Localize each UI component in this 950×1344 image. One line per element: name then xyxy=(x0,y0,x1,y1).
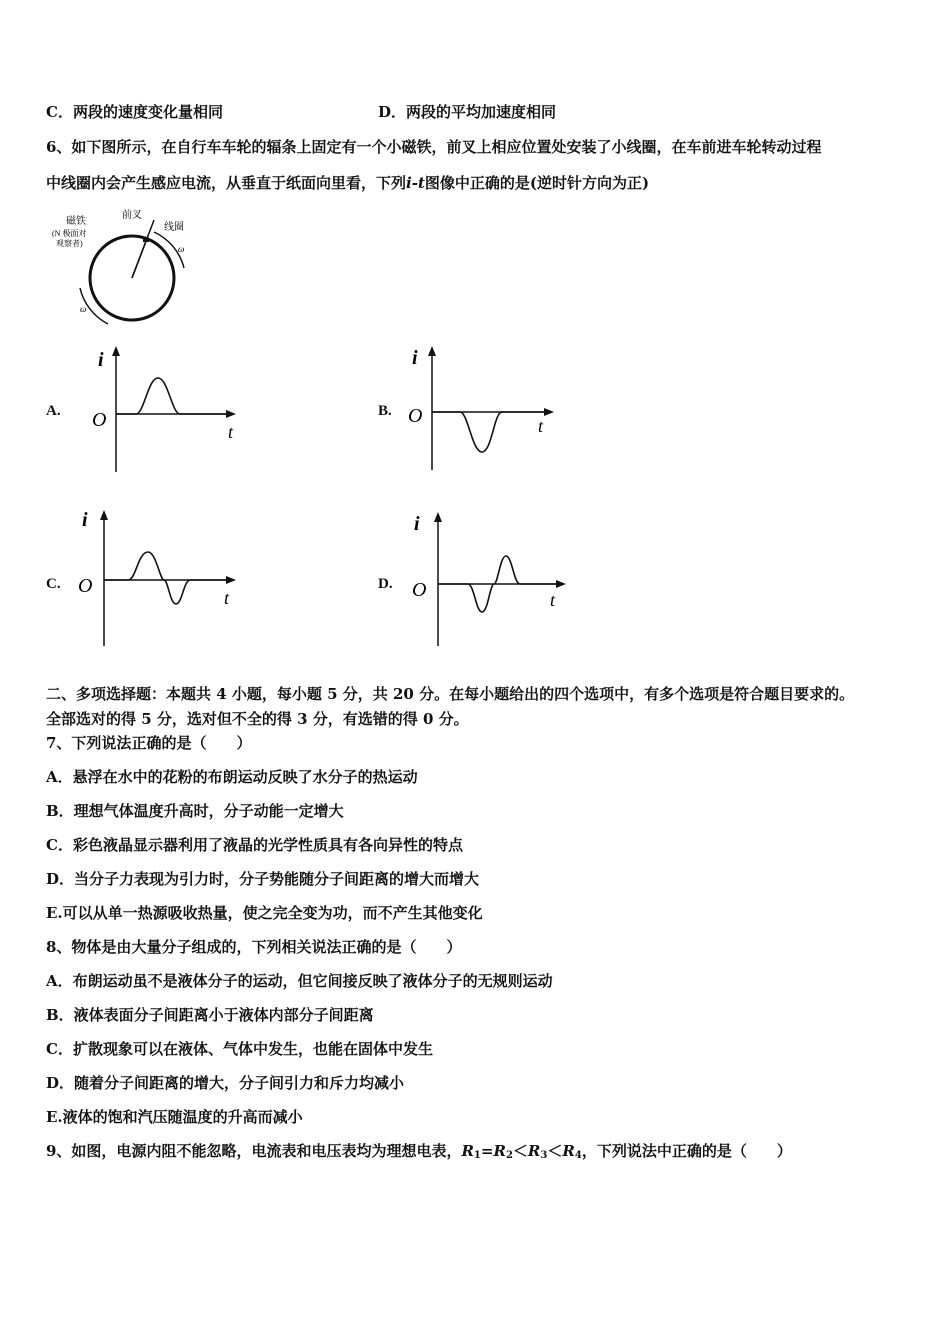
option-d-prev: D．两段的平均加速度相同 xyxy=(378,103,557,121)
current-curve xyxy=(104,552,226,604)
axis-label-i: i xyxy=(98,349,104,371)
axis-label-t: t xyxy=(550,590,556,610)
x-arrow xyxy=(226,410,236,418)
label-omega-bottom: ω xyxy=(80,304,87,314)
eq-sign: = xyxy=(480,1142,494,1160)
q7-option-b: B．理想气体温度升高时，分子动能一定增大 xyxy=(46,802,344,820)
axis-label-t: t xyxy=(224,588,230,608)
label-magnet: 磁铁 xyxy=(66,216,86,227)
graph-option-a xyxy=(86,344,256,480)
label-magnet-note1: (N 极面对 xyxy=(52,229,87,238)
y-arrow xyxy=(428,346,436,356)
label-omega-top: ω xyxy=(178,244,185,254)
y-arrow xyxy=(112,346,120,356)
current-curve xyxy=(432,412,544,452)
q9-stem-end: ，下列说法中正确的是（ ） xyxy=(581,1142,792,1160)
q8-option-d: D．随着分子间距离的增大，分子间引力和斥力均减小 xyxy=(46,1074,405,1092)
q6-stem-line1: 6、如下图所示，在自行车车轮的辐条上固定有一个小磁铁，前叉上相应位置处安装了小线圈，在车前进车轮转动过程 xyxy=(46,138,822,156)
q6-option-d-label: D. xyxy=(378,576,393,592)
x-arrow xyxy=(544,408,554,416)
graph-option-c xyxy=(76,508,246,650)
r3: $R_3$ xyxy=(527,1142,548,1161)
wheel-figure xyxy=(46,206,206,326)
label-fork: 前叉 xyxy=(122,210,142,221)
section2-line1: 二、多项选择题：本题共 4 小题，每小题 5 分，共 20 分。在每小题给出的四个选项中，有多个选项是符合题目要求的。 xyxy=(46,685,855,703)
axis-label-i: i xyxy=(412,347,418,369)
section2-line2: 全部选对的得 5 分，选对但不全的得 3 分，有选错的得 0 分。 xyxy=(46,710,469,728)
axis-label-i: i xyxy=(82,509,88,531)
r4: $R_4$ xyxy=(562,1142,582,1161)
q6-option-b-label: B. xyxy=(378,403,392,419)
q8-option-e: E.液体的饱和汽压随温度的升高而减小 xyxy=(46,1108,303,1126)
origin-label: O xyxy=(92,409,107,431)
q6-option-a-label: A. xyxy=(46,403,61,419)
magnet xyxy=(143,238,149,242)
q6-option-c-label: C. xyxy=(46,576,61,592)
q7-option-c: C．彩色液晶显示器利用了液晶的光学性质具有各向异性的特点 xyxy=(46,836,463,854)
q8-option-c: C．扩散现象可以在液体、气体中发生，也能在固体中发生 xyxy=(46,1040,433,1058)
y-arrow xyxy=(100,510,108,520)
graph-option-b xyxy=(402,344,572,480)
q6-stem-line2 xyxy=(46,173,649,193)
axis-label-i: i xyxy=(414,513,420,535)
origin-label: O xyxy=(412,579,427,601)
graph-option-d xyxy=(410,510,580,650)
q6-stem-text-end: 图像中正确的是(逆时针方向为正) xyxy=(424,174,650,192)
current-curve xyxy=(116,378,226,414)
q9-stem-text: 9、如图，电源内阻不能忽略，电流表和电压表均为理想电表， xyxy=(46,1142,462,1160)
y-arrow xyxy=(434,512,442,522)
x-arrow xyxy=(226,576,236,584)
r2: $R_2$ xyxy=(493,1142,513,1161)
q8-stem: 8、物体是由大量分子组成的，下列相关说法正确的是（ ） xyxy=(46,938,462,956)
option-c-prev: C．两段的速度变化量相同 xyxy=(46,103,223,121)
x-arrow xyxy=(556,580,566,588)
q6-stem-text: 中线圈内会产生感应电流，从垂直于纸面向里看，下列 xyxy=(46,174,407,192)
label-coil: 线圈 xyxy=(164,222,184,233)
q7-option-a: A．悬浮在水中的花粉的布朗运动反映了水分子的热运动 xyxy=(46,768,418,786)
lt-sign-1: ＜ xyxy=(512,1142,528,1160)
q9-stem xyxy=(46,1141,792,1166)
r1: $R_1$ xyxy=(461,1142,481,1161)
q7-stem: 7、下列说法正确的是（ ） xyxy=(46,734,252,752)
axis-label-t: t xyxy=(538,416,544,436)
fork xyxy=(132,220,154,278)
axis-label-t: t xyxy=(228,422,234,442)
q6-stem-var: i-t xyxy=(406,174,425,192)
label-magnet-note2: 观察者) xyxy=(56,239,83,248)
q7-option-e: E.可以从单一热源吸收热量，使之完全变为功，而不产生其他变化 xyxy=(46,904,483,922)
q7-option-d: D．当分子力表现为引力时，分子势能随分子间距离的增大而增大 xyxy=(46,870,480,888)
origin-label: O xyxy=(408,405,423,427)
q8-option-a: A．布朗运动虽不是液体分子的运动，但它间接反映了液体分子的无规则运动 xyxy=(46,972,553,990)
lt-sign-2: ＜ xyxy=(547,1142,563,1160)
origin-label: O xyxy=(78,575,93,597)
q8-option-b: B．液体表面分子间距离小于液体内部分子间距离 xyxy=(46,1006,374,1024)
